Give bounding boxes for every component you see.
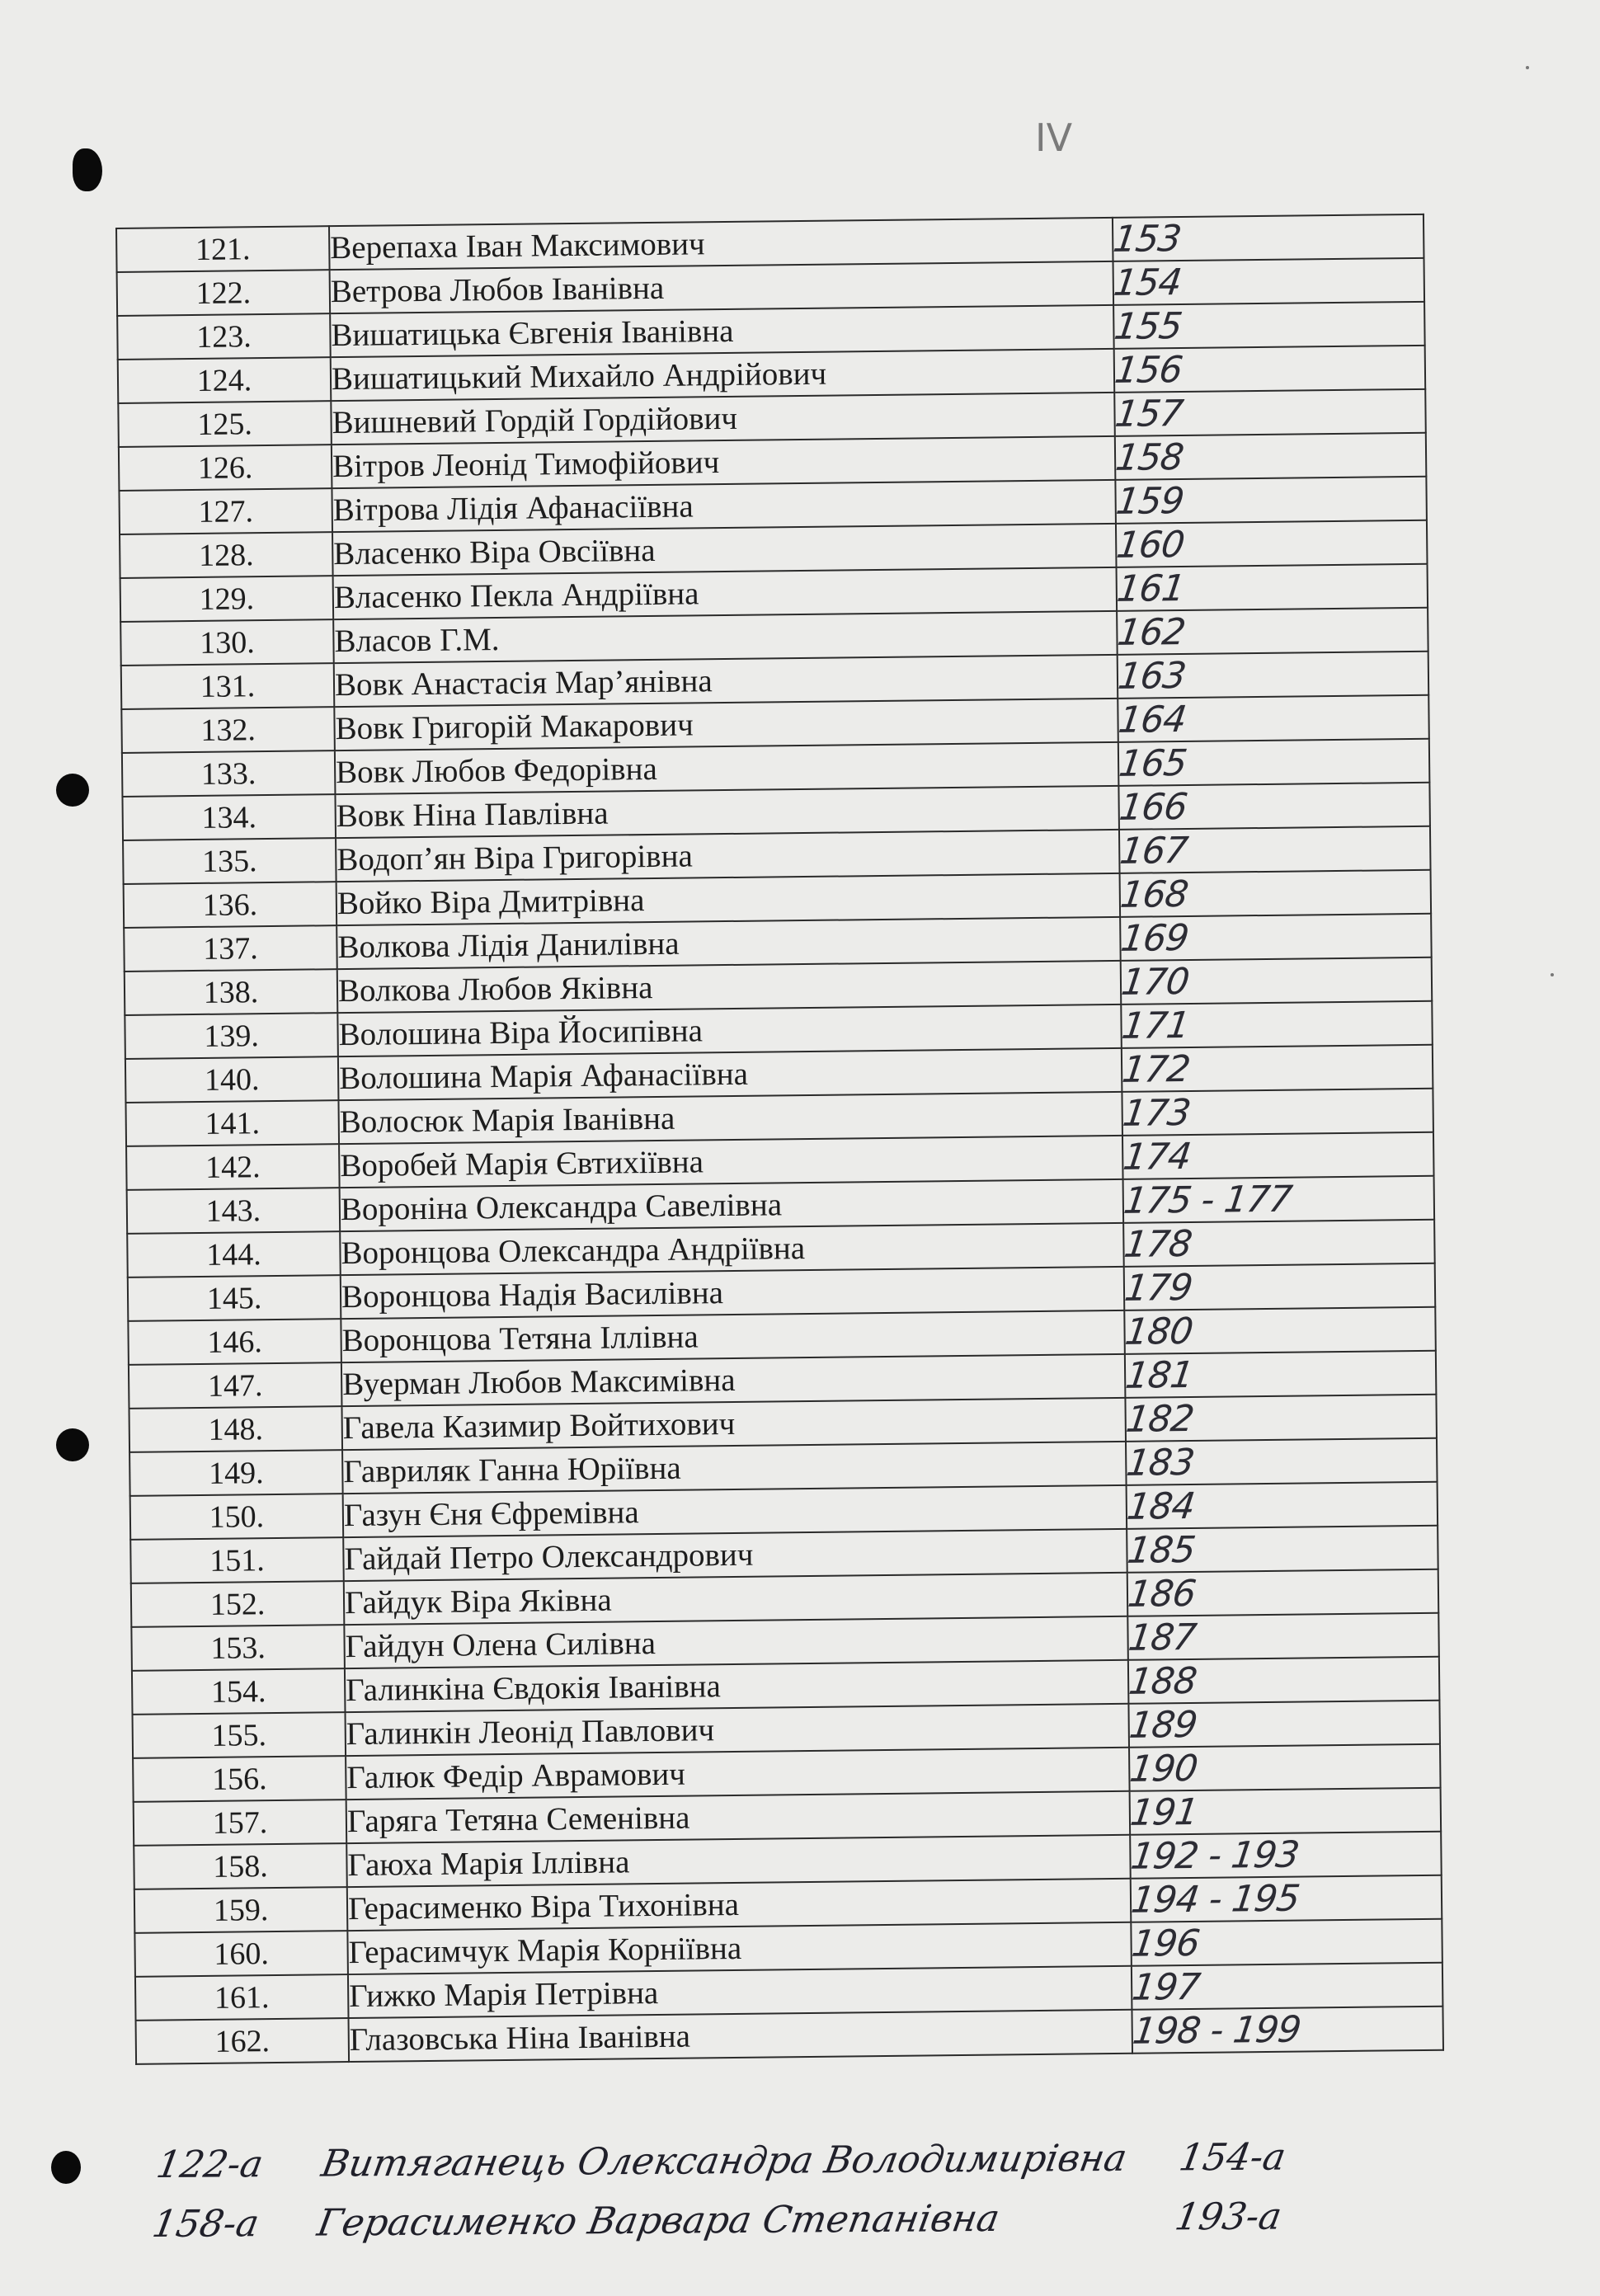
page-range-handwritten: 166 <box>1117 785 1189 829</box>
person-name: Гавриляк Ганна Юріївна <box>342 1442 1127 1494</box>
page-range <box>1123 1220 1435 1267</box>
person-name: Гайдун Олена Силівна <box>344 1616 1128 1668</box>
note-number: 158-а <box>149 2201 262 2247</box>
page-range-handwritten: 161 <box>1114 567 1188 610</box>
page-range <box>1114 346 1426 393</box>
person-name: Вітров Леонід Тимофійович <box>332 436 1116 488</box>
page-range-handwritten: 188 <box>1126 1659 1199 1703</box>
page-range <box>1129 1744 1441 1791</box>
page-range-handwritten: 185 <box>1125 1528 1198 1572</box>
register-body <box>116 214 1443 2064</box>
row-number: 135. <box>123 838 336 884</box>
row-number: 124. <box>118 357 332 403</box>
row-number: 157. <box>134 1800 347 1846</box>
row-number: 123. <box>117 313 331 360</box>
row-number: 121. <box>116 226 330 272</box>
row-number: 126. <box>119 445 332 491</box>
page-range-handwritten: 156 <box>1112 348 1185 392</box>
page-range-handwritten: 181 <box>1122 1353 1196 1397</box>
scan-speck <box>1551 973 1554 976</box>
row-number: 162. <box>136 2018 350 2064</box>
page-range-handwritten: 194 - 195 <box>1128 1877 1302 1922</box>
page-range <box>1120 914 1432 961</box>
row-number: 151. <box>130 1537 344 1583</box>
page-range <box>1115 477 1427 524</box>
person-name: Волкова Лідія Данилівна <box>336 917 1121 969</box>
page-range-handwritten: 184 <box>1124 1484 1198 1528</box>
person-name: Вишатицька Євгенія Іванівна <box>330 305 1114 357</box>
row-number: 143. <box>127 1188 341 1234</box>
page-range-handwritten: 157 <box>1113 392 1185 435</box>
page-range-handwritten: 175 - 177 <box>1121 1178 1294 1222</box>
page-range <box>1115 652 1429 699</box>
row-number: 138. <box>125 969 338 1015</box>
page-range <box>1125 1395 1437 1442</box>
person-name: Войко Віра Дмитрівна <box>336 873 1121 925</box>
page-range <box>1120 870 1432 917</box>
page-range <box>1127 1569 1439 1616</box>
page-range <box>1128 1657 1440 1704</box>
page-range <box>1113 302 1425 349</box>
page-range-handwritten: 174 <box>1120 1135 1193 1179</box>
page-range-handwritten: 191 <box>1127 1790 1201 1834</box>
page-range <box>1128 1875 1442 1922</box>
row-number: 159. <box>134 1887 348 1933</box>
page-range-handwritten: 183 <box>1123 1441 1197 1484</box>
page-range <box>1123 1176 1435 1223</box>
person-name: Вовк Анастасія Мар’янівна <box>334 655 1118 707</box>
person-name: Волошина Марія Афанасіївна <box>338 1048 1122 1100</box>
row-number: 142. <box>126 1144 340 1190</box>
page-range-handwritten: 169 <box>1118 916 1191 960</box>
page-range-handwritten: 153 <box>1110 217 1184 261</box>
person-name: Воронцова Надія Василівна <box>341 1267 1125 1319</box>
page-range-handwritten: 159 <box>1113 479 1186 523</box>
person-name: Вишневий Гордій Гордійович <box>331 393 1115 445</box>
page-range <box>1118 739 1430 786</box>
page-range-handwritten: 187 <box>1126 1616 1198 1659</box>
row-number: 149. <box>129 1450 343 1496</box>
person-name: Вуерман Любов Максимівна <box>341 1354 1126 1406</box>
row-number: 127. <box>119 488 332 534</box>
page-range <box>1122 1089 1433 1136</box>
note-number: 122-а <box>153 2142 266 2187</box>
punch-hole <box>73 148 102 191</box>
row-number: 145. <box>128 1275 341 1321</box>
person-name: Вовк Ніна Павлівна <box>335 786 1119 838</box>
page-range <box>1117 608 1428 655</box>
page-range-handwritten: 165 <box>1116 741 1189 785</box>
person-name: Волосюк Марія Іванівна <box>338 1092 1122 1144</box>
person-name: Гижко Марія Петрівна <box>348 1966 1132 2018</box>
page-range <box>1124 1482 1438 1529</box>
row-number: 133. <box>122 750 336 797</box>
person-name: Гайдук Віра Яківна <box>344 1573 1128 1625</box>
person-name: Галюк Федір Аврамович <box>346 1748 1130 1800</box>
person-name: Вовк Любов Федорівна <box>335 742 1119 794</box>
person-name: Волкова Любов Яківна <box>337 961 1122 1013</box>
page-range-handwritten: 180 <box>1122 1310 1195 1353</box>
page-range <box>1132 2007 1443 2054</box>
person-name: Ветрова Любов Іванівна <box>330 261 1114 313</box>
page-range <box>1110 214 1424 261</box>
page-range-handwritten: 197 <box>1129 1965 1202 2009</box>
person-name: Воронцова Олександра Андріївна <box>340 1223 1124 1275</box>
page-range-handwritten: 179 <box>1122 1266 1195 1310</box>
page-range-handwritten: 178 <box>1122 1222 1194 1266</box>
person-name: Глазовська Ніна Іванівна <box>349 2010 1133 2062</box>
page-range <box>1115 433 1427 480</box>
page-range <box>1122 1132 1434 1179</box>
note-pages: 193-а <box>1171 2194 1285 2239</box>
person-name: Власенко Пекла Андріївна <box>333 567 1118 619</box>
person-name: Воронцова Тетяна Іллівна <box>341 1310 1125 1362</box>
scan-speck <box>1526 66 1529 69</box>
row-number: 148. <box>129 1406 342 1452</box>
page-range-handwritten: 163 <box>1115 654 1188 698</box>
page-range-handwritten: 192 - 193 <box>1128 1833 1301 1878</box>
page-range <box>1127 1613 1439 1660</box>
page-range <box>1119 826 1431 873</box>
page-range <box>1127 1526 1438 1573</box>
person-name: Гавела Казимир Войтихович <box>341 1398 1126 1450</box>
page-range-handwritten: 158 <box>1113 435 1186 479</box>
person-name: Гаюха Марія Іллівна <box>346 1835 1131 1887</box>
page-range-handwritten: 170 <box>1118 960 1192 1004</box>
page-range-handwritten: 171 <box>1119 1004 1192 1047</box>
page-range <box>1118 783 1430 830</box>
row-number: 155. <box>133 1712 346 1758</box>
punch-hole <box>51 2151 81 2184</box>
person-name: Герасименко Віра Тихонівна <box>347 1879 1132 1931</box>
row-number: 153. <box>131 1625 345 1671</box>
page-range <box>1124 1307 1436 1354</box>
page-range-handwritten: 196 <box>1129 1922 1202 1965</box>
row-number: 122. <box>117 270 331 316</box>
page-range-handwritten: 160 <box>1113 523 1187 567</box>
person-name: Вороніна Олександра Савелівна <box>340 1179 1124 1231</box>
page-range <box>1127 1788 1442 1835</box>
page-range <box>1118 957 1433 1004</box>
row-number: 136. <box>124 882 337 928</box>
punch-hole <box>56 1428 89 1461</box>
page-range-handwritten: 168 <box>1118 873 1191 916</box>
person-name: Герасимчук Марія Корніївна <box>347 1922 1132 1974</box>
row-number: 140. <box>125 1056 339 1103</box>
page-range-handwritten: 167 <box>1117 829 1190 873</box>
page-range <box>1121 1001 1433 1048</box>
row-number: 137. <box>124 925 337 972</box>
page-range-handwritten: 186 <box>1125 1572 1198 1616</box>
person-name: Водоп’ян Віра Григорівна <box>336 830 1120 882</box>
row-number: 141. <box>125 1100 339 1146</box>
note-name: Витяганець Олександра Володимирівна <box>318 2135 1131 2185</box>
page-range <box>1129 1963 1443 2010</box>
person-name: Власенко Віра Овсіївна <box>332 524 1117 576</box>
person-name: Верепаха Іван Максимович <box>329 218 1113 270</box>
page-range-handwritten: 172 <box>1119 1047 1193 1091</box>
page-range <box>1113 520 1428 567</box>
page-range-handwritten: 164 <box>1116 698 1188 741</box>
note-pages: 154-а <box>1175 2134 1289 2180</box>
row-number: 146. <box>128 1319 341 1365</box>
person-name: Вітрова Лідія Афанасіївна <box>332 480 1116 532</box>
page-range-handwritten: 198 - 199 <box>1130 2008 1303 2053</box>
person-name: Волошина Віра Йосипівна <box>337 1004 1122 1056</box>
row-number: 161. <box>135 1974 349 2021</box>
page-range-handwritten: 155 <box>1112 304 1184 348</box>
row-number: 132. <box>121 707 335 753</box>
punch-hole <box>56 774 89 807</box>
note-name: Герасименко Варвара Степанівна <box>314 2195 1003 2245</box>
row-number: 130. <box>120 619 334 666</box>
person-name: Галинкін Леонід Павлович <box>345 1704 1129 1756</box>
page-range <box>1123 1438 1438 1485</box>
row-number: 128. <box>120 532 333 578</box>
person-name: Газун Єня Єфремівна <box>343 1485 1127 1537</box>
page-range <box>1124 1263 1436 1310</box>
row-number: 158. <box>134 1843 347 1889</box>
page-range <box>1130 1832 1442 1879</box>
row-number: 125. <box>118 401 332 447</box>
person-name: Гаряга Тетяна Семенівна <box>346 1791 1131 1843</box>
register-table <box>115 214 1444 2065</box>
page-range-handwritten: 154 <box>1111 261 1184 304</box>
row-number: 134. <box>122 794 336 840</box>
row-number: 152. <box>131 1581 345 1627</box>
page-range <box>1122 1351 1437 1398</box>
row-number: 129. <box>120 576 334 622</box>
page-range <box>1114 389 1426 436</box>
page-range <box>1119 1045 1433 1092</box>
row-number: 147. <box>129 1362 342 1409</box>
margin-mark: IV <box>1035 115 1073 160</box>
person-name: Гайдай Петро Олександрович <box>343 1529 1127 1581</box>
person-name: Галинкіна Євдокія Іванівна <box>345 1660 1129 1712</box>
person-name: Вовк Григорій Макарович <box>334 699 1118 750</box>
person-name: Воробей Марія Євтихіївна <box>339 1136 1123 1188</box>
page-range <box>1131 1919 1442 1966</box>
row-number: 150. <box>130 1494 344 1540</box>
page-range-handwritten: 162 <box>1115 610 1188 654</box>
person-name: Вишатицький Михайло Андрійович <box>331 349 1115 401</box>
page-range <box>1118 695 1429 742</box>
page-range <box>1128 1701 1440 1748</box>
page-range-handwritten: 189 <box>1127 1703 1200 1747</box>
row-number: 154. <box>132 1668 346 1715</box>
page-range-handwritten: 173 <box>1120 1091 1193 1135</box>
row-number: 160. <box>134 1931 348 1977</box>
row-number: 139. <box>125 1013 338 1059</box>
page-range-handwritten: 182 <box>1123 1397 1196 1441</box>
page-range <box>1114 564 1428 611</box>
page-range-handwritten: 190 <box>1127 1747 1200 1790</box>
row-number: 156. <box>133 1756 346 1802</box>
page-range <box>1113 258 1425 305</box>
row-number: 131. <box>121 663 335 709</box>
row-number: 144. <box>127 1231 341 1277</box>
person-name: Власов Г.М. <box>333 611 1118 663</box>
